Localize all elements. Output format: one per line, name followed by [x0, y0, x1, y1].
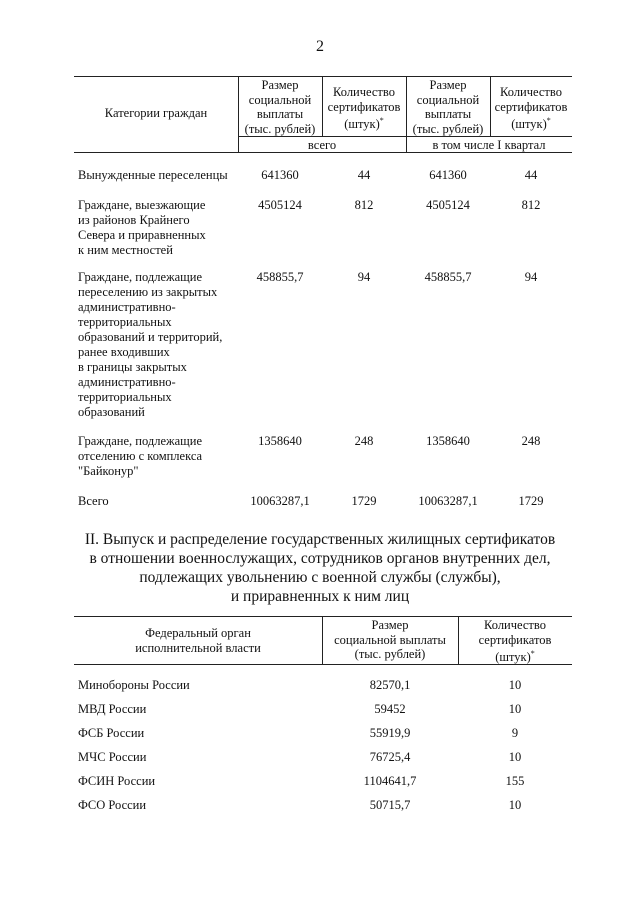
header-count-quarter-text: Количество сертификатов (штук) [494, 85, 568, 132]
row-category: Граждане, подлежащие отселению с комплекса "Байконур" [78, 434, 203, 478]
row-payment: 1104641,7 [363, 774, 417, 788]
row-agency: ФСИН России [78, 774, 156, 788]
row-payment-quarter: 4505124 [426, 198, 470, 212]
header-count-quarter [490, 85, 572, 132]
row-count-quarter: 812 [521, 198, 541, 212]
row-payment: 82570,1 [369, 678, 411, 692]
header-bottom-rule [74, 152, 572, 153]
header-count [458, 618, 572, 665]
row-count: 44 [357, 168, 371, 182]
row-payment: 55919,9 [369, 726, 411, 740]
footnote-mark: * [530, 649, 535, 658]
header-count-text: Количество сертификатов (штук) [327, 85, 401, 132]
header-agency: Федеральный орган исполнительной власти [135, 626, 261, 655]
header-mid-rule [238, 136, 572, 137]
header-category: Категории граждан [104, 106, 208, 120]
row-count: 10 [508, 798, 522, 812]
row-count: 1729 [351, 494, 377, 508]
row-payment: 4505124 [258, 198, 302, 212]
row-count-quarter: 248 [521, 434, 541, 448]
row-payment-quarter: 10063287,1 [418, 494, 478, 508]
row-payment: 59452 [374, 702, 406, 716]
row-count: 10 [508, 750, 522, 764]
row-payment: 76725,4 [369, 750, 411, 764]
row-payment: 641360 [261, 168, 299, 182]
table-top-rule [74, 616, 572, 617]
header-count-text: Количество сертификатов (штук) [478, 618, 552, 665]
subheader-quarter: в том числе I квартал [432, 138, 546, 152]
row-count-quarter: 1729 [518, 494, 544, 508]
row-count: 155 [505, 774, 525, 788]
row-count: 10 [508, 702, 522, 716]
row-payment: 1358640 [258, 434, 302, 448]
row-category: Граждане, подлежащие переселению из закрытых административно- территориальных образований и территорий, ранее входивших в границы закрытых административно- территориальных образований [78, 270, 223, 419]
row-agency: МВД России [78, 702, 147, 716]
row-payment: 50715,7 [369, 798, 411, 812]
row-payment: 10063287,1 [250, 494, 310, 508]
row-count-quarter: 94 [524, 270, 538, 284]
header-count [322, 85, 406, 132]
footnote-mark: * [379, 116, 384, 125]
table-top-rule [74, 76, 572, 77]
row-category: Граждане, выезжающие из районов Крайнего Севера и приравненных к ним местностей [78, 198, 206, 257]
header-payment: Размер социальной выплаты (тыс. рублей) [244, 78, 316, 136]
footnote-mark: * [546, 116, 551, 125]
row-agency: МЧС России [78, 750, 147, 764]
header-payment: Размер социальной выплаты (тыс. рублей) [334, 618, 446, 661]
header-payment-quarter: Размер социальной выплаты (тыс. рублей) [412, 78, 484, 136]
row-payment-quarter: 458855,7 [424, 270, 472, 284]
row-payment-quarter: 1358640 [426, 434, 470, 448]
row-agency: ФСБ России [78, 726, 145, 740]
row-category: Вынужденные переселенцы [78, 168, 228, 182]
subheader-total: всего [307, 138, 337, 152]
row-category: Всего [78, 494, 109, 508]
row-agency: ФСО России [78, 798, 147, 812]
page-number: 2 [316, 38, 324, 55]
row-agency: Минобороны России [78, 678, 190, 692]
row-count: 94 [357, 270, 371, 284]
row-count: 9 [511, 726, 519, 740]
row-count-quarter: 44 [524, 168, 538, 182]
row-count: 10 [508, 678, 522, 692]
row-payment-quarter: 641360 [429, 168, 467, 182]
row-count: 812 [354, 198, 374, 212]
row-payment: 458855,7 [256, 270, 304, 284]
section-2-title: II. Выпуск и распределение государственных жилищных сертификатов в отношении военнослужащих, сотрудников органов внутренних дел, подлежащих увольнению с военной службы (службы), и приравненных к ним лиц [84, 531, 556, 605]
row-count: 248 [354, 434, 374, 448]
